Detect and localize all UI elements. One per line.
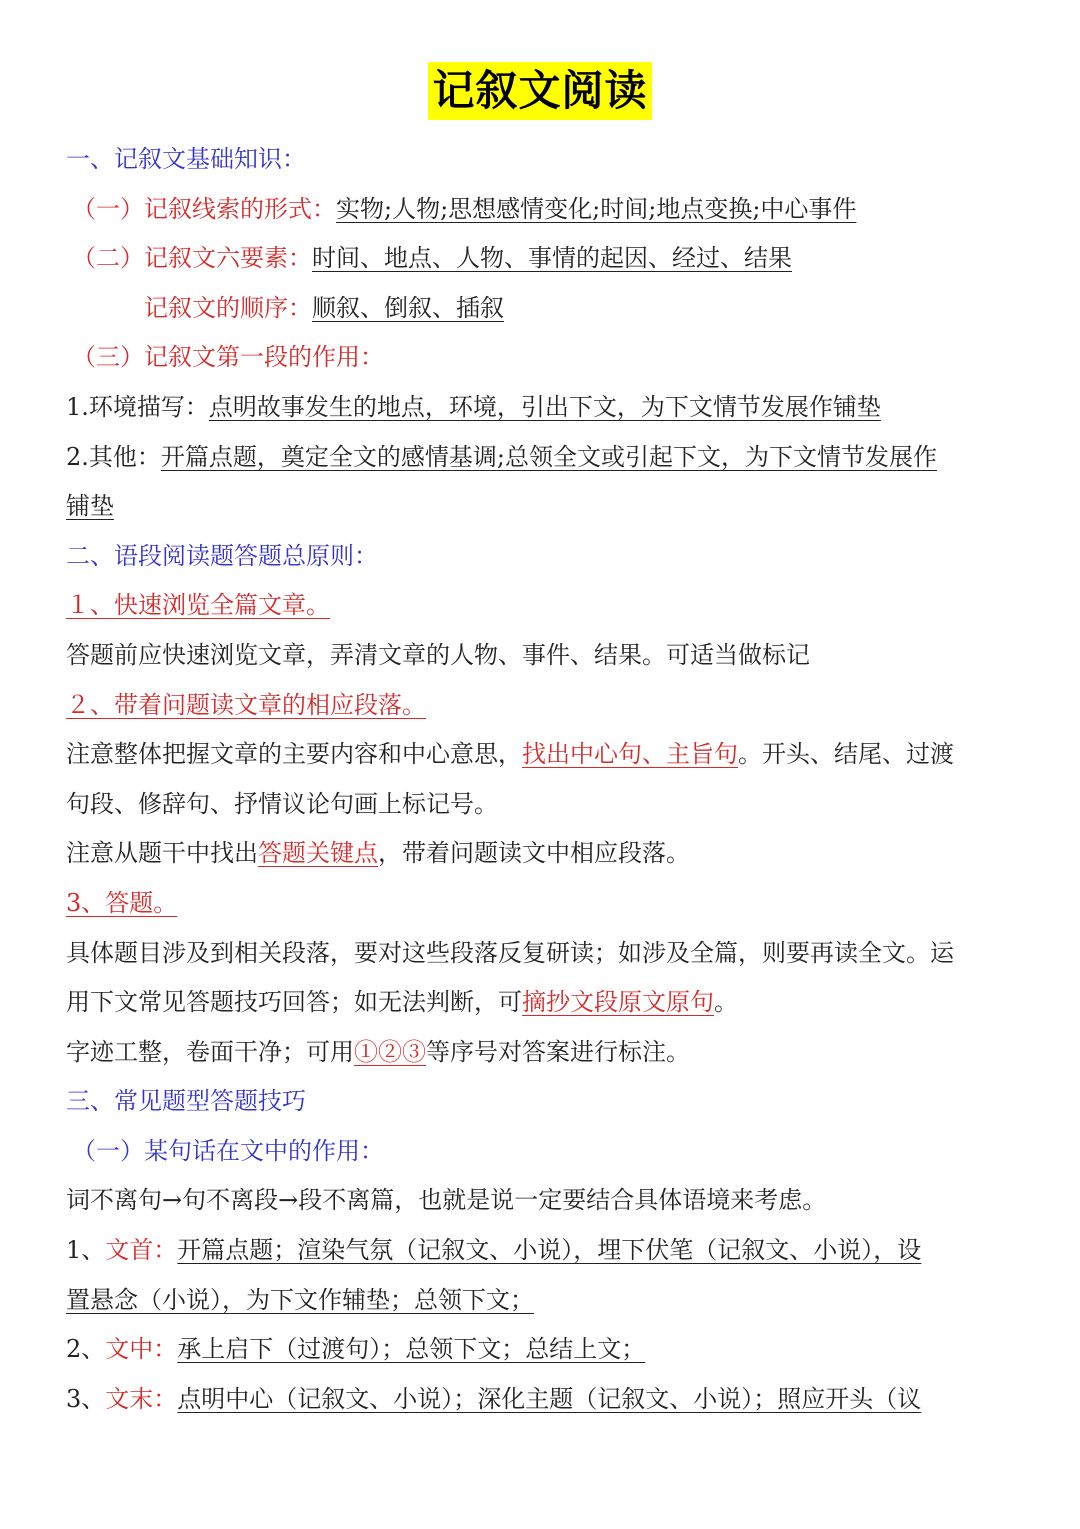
clue-forms-label: （一）记叙线索的形式： bbox=[72, 194, 336, 223]
other-line-2 bbox=[66, 482, 1016, 532]
rule-2-text-3-pre: 注意从题干中找出 bbox=[66, 839, 258, 868]
environment-prefix: 1.环境描写： bbox=[66, 392, 209, 421]
clue-forms-line bbox=[66, 185, 1016, 235]
rule-1-title: １、快速浏览全篇文章。 bbox=[66, 591, 330, 620]
item-1-value-1: 开篇点题；渲染气氛（记叙文、小说），埋下伏笔（记叙文、小说），设 bbox=[177, 1236, 922, 1265]
section-2-heading: 二、语段阅读题答题总原则： bbox=[66, 541, 378, 570]
item-2-num: 2、 bbox=[66, 1335, 106, 1364]
sentence-role-heading: （一）某句话在文中的作用： bbox=[72, 1136, 384, 1165]
item-3-label: 文末： bbox=[105, 1384, 178, 1413]
rule-3-title: 3、答题。 bbox=[66, 888, 178, 917]
six-elements-line bbox=[66, 234, 1016, 284]
title-wrap bbox=[0, 62, 1080, 120]
section-3-heading: 三、常见题型答题技巧 bbox=[66, 1087, 306, 1116]
narrative-order-line bbox=[66, 284, 1016, 334]
rule-2-text-1-pre: 注意整体把握文章的主要内容和中心意思， bbox=[66, 740, 522, 769]
other-value-2: 铺垫 bbox=[66, 492, 114, 521]
rule-3-text-3 bbox=[66, 1028, 1016, 1078]
rule-3-text-3-key: ①②③ bbox=[354, 1037, 426, 1066]
rule-3-title-line bbox=[66, 879, 1016, 929]
rule-2-text-1-key: 找出中心句、主旨句 bbox=[522, 740, 738, 769]
first-paragraph-role-heading: （三）记叙文第一段的作用： bbox=[72, 343, 384, 372]
rule-2-title: ２、带着问题读文章的相应段落。 bbox=[66, 690, 426, 719]
item-2-value: 承上启下（过渡句）；总领下文；总结上文； bbox=[177, 1335, 646, 1364]
rule-2-text-1 bbox=[66, 730, 1016, 780]
other-prefix: 2.其他： bbox=[66, 442, 161, 471]
rule-2-text-3 bbox=[66, 829, 1016, 879]
rule-1-title-line bbox=[66, 581, 1016, 631]
rule-3-text-1: 具体题目涉及到相关段落，要对这些段落反复研读；如涉及全篇，则要再读全文。运 bbox=[66, 938, 954, 967]
rule-2-text-3-key: 答题关键点 bbox=[258, 839, 378, 868]
rule-3-text-3-pre: 字迹工整，卷面干净；可用 bbox=[66, 1037, 354, 1066]
item-1-line-2 bbox=[66, 1276, 1016, 1326]
other-line-1 bbox=[66, 433, 1016, 483]
item-3-value: 点明中心（记叙文、小说）；深化主题（记叙文、小说）；照应开头（议 bbox=[177, 1384, 922, 1413]
page-title: 记叙文阅读 bbox=[428, 62, 651, 120]
item-1-line-1 bbox=[66, 1226, 1016, 1276]
rule-1-text: 答题前应快速浏览文章，弄清文章的人物、事件、结果。可适当做标记 bbox=[66, 640, 810, 669]
item-1-label: 文首： bbox=[105, 1236, 178, 1265]
item-2-label: 文中： bbox=[105, 1335, 178, 1364]
item-1-num: 1、 bbox=[66, 1236, 106, 1265]
rule-2-text-2: 句段、修辞句、抒情议论句画上标记号。 bbox=[66, 789, 498, 818]
item-1-value-2: 置悬念（小说），为下文作辅垫；总领下文； bbox=[66, 1285, 534, 1314]
document-body bbox=[66, 135, 1016, 1424]
environment-line bbox=[66, 383, 1016, 433]
rule-3-text-3-post: 等序号对答案进行标注。 bbox=[426, 1037, 690, 1066]
environment-value: 点明故事发生的地点，环境，引出下文，为下文情节发展作铺垫 bbox=[208, 392, 881, 421]
six-elements-value: 时间、地点、人物、事情的起因、经过、结果 bbox=[312, 244, 792, 273]
section-1-heading: 一、记叙文基础知识： bbox=[66, 145, 306, 173]
item-2-line bbox=[66, 1325, 1016, 1375]
clue-forms-value: 实物;人物;思想感情变化;时间;地点变换;中心事件 bbox=[336, 194, 857, 223]
rule-3-text-2-pre: 用下文常见答题技巧回答；如无法判断，可 bbox=[66, 988, 522, 1017]
six-elements-label: （二）记叙文六要素： bbox=[72, 244, 312, 273]
rule-3-text-2-key: 摘抄文段原文原句 bbox=[522, 988, 714, 1017]
narrative-order-value: 顺叙、倒叙、插叙 bbox=[312, 293, 504, 322]
rule-2-title-line bbox=[66, 681, 1016, 731]
rule-3-text-2 bbox=[66, 978, 1016, 1028]
rule-2-text-3-post: ，带着问题读文中相应段落。 bbox=[378, 839, 690, 868]
narrative-order-label: 记叙文的顺序： bbox=[144, 293, 312, 322]
rule-2-text-1-post: 。开头、结尾、过渡 bbox=[738, 740, 954, 769]
context-intro: 词不离句→句不离段→段不离篇，也就是说一定要结合具体语境来考虑。 bbox=[66, 1186, 827, 1215]
item-3-line bbox=[66, 1375, 1016, 1425]
item-3-num: 3、 bbox=[66, 1384, 106, 1413]
other-value-1: 开篇点题，奠定全文的感情基调;总领全文或引起下文，为下文情节发展作 bbox=[160, 442, 937, 471]
rule-3-text-2-post: 。 bbox=[714, 988, 738, 1017]
